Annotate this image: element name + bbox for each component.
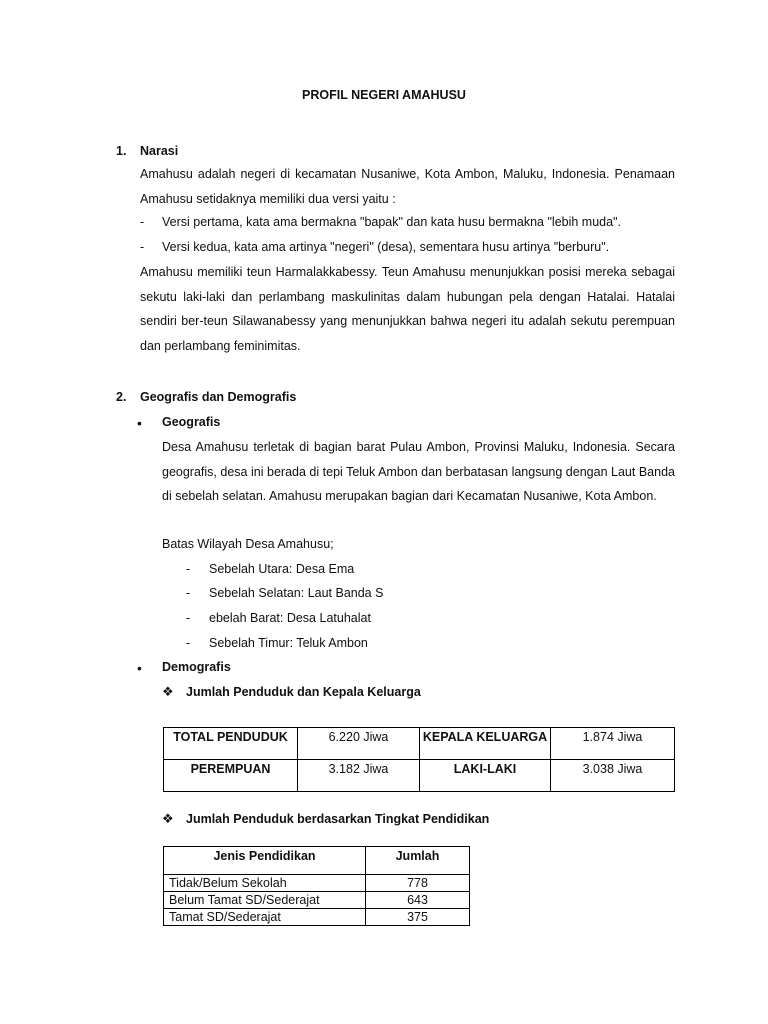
dash-icon: - bbox=[140, 240, 145, 254]
table-row bbox=[164, 909, 470, 926]
batas-item-4: Sebelah Timur: Teluk Ambon bbox=[209, 636, 368, 650]
geografis-heading: Geografis bbox=[162, 415, 221, 429]
section-2-number: 2. bbox=[116, 390, 127, 404]
section-1-heading: Narasi bbox=[140, 144, 179, 158]
education-table bbox=[163, 846, 470, 926]
batas-title: Batas Wilayah Desa Amahusu; bbox=[162, 537, 334, 551]
dash-icon: - bbox=[186, 562, 191, 576]
table-row bbox=[164, 892, 470, 909]
demografis-heading: Demografis bbox=[162, 660, 231, 674]
document-title: PROFIL NEGERI AMAHUSU bbox=[302, 88, 466, 102]
dash-icon: - bbox=[140, 215, 145, 229]
dash-icon: - bbox=[186, 611, 191, 625]
diamond-bullet-icon: ❖ bbox=[162, 811, 174, 826]
version-item-2: Versi kedua, kata ama artinya "negeri" (desa), sementara husu artinya "berburu". bbox=[162, 240, 610, 254]
diamond-bullet-icon: ❖ bbox=[162, 684, 174, 699]
pop-heading: Jumlah Penduduk dan Kepala Keluarga bbox=[186, 685, 421, 699]
table-cell: LAKI-LAKI bbox=[420, 760, 551, 792]
version-item-1: Versi pertama, kata ama bermakna "bapak" dan kata husu bermakna "lebih muda". bbox=[162, 215, 621, 229]
narasi-intro: Amahusu adalah negeri di kecamatan Nusaniwe, Kota Ambon, Maluku, Indonesia. Penamaan Amahusu setidaknya memiliki dua versi yaitu : bbox=[140, 167, 675, 206]
table-row bbox=[164, 728, 675, 760]
table-cell: 6.220 Jiwa bbox=[298, 728, 420, 760]
table-cell: 643 bbox=[366, 892, 470, 909]
table-cell: TOTAL PENDUDUK bbox=[164, 728, 298, 760]
bullet-icon: • bbox=[137, 660, 142, 676]
table-header-cell: Jumlah bbox=[366, 847, 470, 875]
section-2-heading: Geografis dan Demografis bbox=[140, 390, 297, 404]
table-cell: 375 bbox=[366, 909, 470, 926]
table-header-row bbox=[164, 847, 470, 875]
table-row bbox=[164, 760, 675, 792]
batas-item-1: Sebelah Utara: Desa Ema bbox=[209, 562, 355, 576]
batas-item-2: Sebelah Selatan: Laut Banda S bbox=[209, 586, 384, 600]
table-row bbox=[164, 875, 470, 892]
dash-icon: - bbox=[186, 636, 191, 650]
table-cell: PEREMPUAN bbox=[164, 760, 298, 792]
dash-icon: - bbox=[186, 586, 191, 600]
table-cell: Tamat SD/Sederajat bbox=[164, 909, 366, 926]
narasi-body: Amahusu memiliki teun Harmalakkabessy. Teun Amahusu menunjukkan posisi mereka sebagai sekutu laki-laki dan perlambang maskulinitas dalam hubungan pela dengan Hatalai. Hatalai sendiri ber-teun Silawanabessy yang menunjukkan bahwa negeri itu adalah sekutu perempuan dan perlambang feminimitas. bbox=[140, 265, 675, 353]
table-cell: KEPALA KELUARGA bbox=[420, 728, 551, 760]
table-cell: Tidak/Belum Sekolah bbox=[164, 875, 366, 892]
table-cell: 778 bbox=[366, 875, 470, 892]
table-cell: 1.874 Jiwa bbox=[551, 728, 675, 760]
table-cell: 3.038 Jiwa bbox=[551, 760, 675, 792]
edu-heading: Jumlah Penduduk berdasarkan Tingkat Pendidikan bbox=[186, 812, 490, 826]
section-1-number: 1. bbox=[116, 144, 127, 158]
table-cell: 3.182 Jiwa bbox=[298, 760, 420, 792]
population-table bbox=[163, 727, 675, 792]
geografis-text: Desa Amahusu terletak di bagian barat Pulau Ambon, Provinsi Maluku, Indonesia. Secara geografis, desa ini berada di tepi Teluk Ambon dan berbatasan langsung dengan Laut Banda di sebelah selatan. Amahusu merupakan bagian dari Kecamatan Nusaniwe, Kota Ambon. bbox=[162, 440, 675, 503]
table-header-cell: Jenis Pendidikan bbox=[164, 847, 366, 875]
bullet-icon: • bbox=[137, 415, 142, 431]
table-cell: Belum Tamat SD/Sederajat bbox=[164, 892, 366, 909]
batas-item-3: ebelah Barat: Desa Latuhalat bbox=[209, 611, 371, 625]
